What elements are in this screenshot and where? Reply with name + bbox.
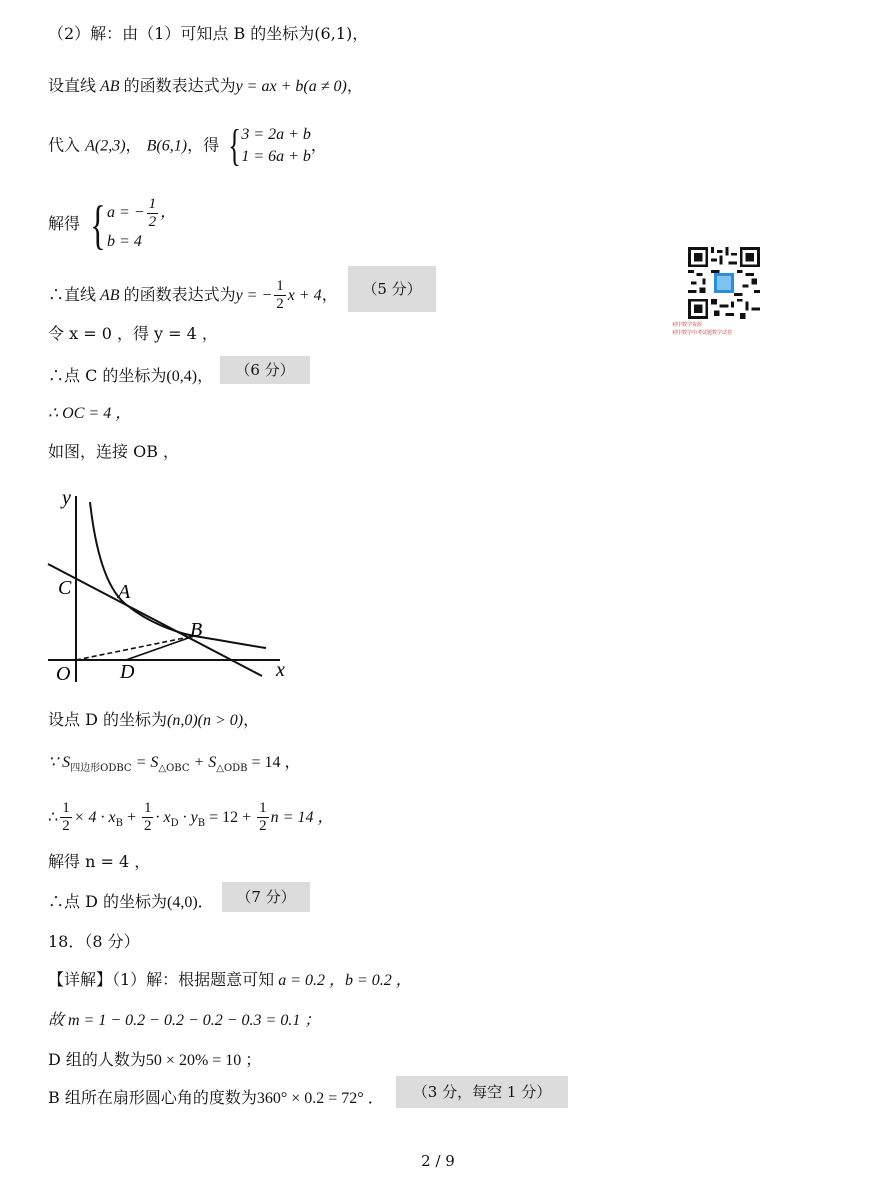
fraction: $\frac{1}{2}$ xyxy=(148,196,157,230)
fraction: $\frac{1}{2}$ xyxy=(276,278,284,312)
score-badge-3: （3 分，每空 1 分） xyxy=(396,1076,568,1108)
point-d-assume: 设点 D 的坐标为(n,0)(n > 0)， xyxy=(48,710,260,729)
let-x-zero: 令 x = 0 ，得 y = 4 ， xyxy=(48,324,218,343)
brace-icon: { xyxy=(228,121,242,170)
qr-code-icon xyxy=(688,247,760,319)
solve-result: 解得 { a = − $\frac{1}{2}$ ， b = 4 xyxy=(48,194,177,255)
point-c-coords: ∴点 C 的坐标为(0,4)， xyxy=(48,366,214,385)
function-graph xyxy=(44,486,304,686)
q18-detail: 【详解】（1）解：根据题意可知 a = 0.2 ，b = 0.2 ， xyxy=(48,970,412,989)
solution-part2-intro: （2）解：由（1）可知点 B 的坐标为(6,1)， xyxy=(48,24,369,43)
score-badge-5: （5 分） xyxy=(348,266,436,312)
qr-caption-1: 初中数学资源 xyxy=(672,322,703,328)
substitute-system: 代入 A(2,3)， B(6,1)，得 { 3 = 2a + b 1 = 6a + b ， xyxy=(48,121,327,170)
point-d-label: D xyxy=(120,661,135,683)
point-c-label: C xyxy=(58,577,72,599)
fraction: $\frac{1}{2}$ xyxy=(62,800,70,834)
q18-m-value: 故 m = 1 − 0.2 − 0.2 − 0.2 − 0.3 = 0.1 ； xyxy=(48,1012,321,1029)
point-o-label: O xyxy=(56,663,71,685)
fraction: $\frac{1}{2}$ xyxy=(259,800,267,834)
solve-n: 解得 n = 4 ， xyxy=(48,852,151,871)
point-b-label: B xyxy=(190,619,203,641)
qr-caption-2: 初中数学中考试题数学试卷 xyxy=(672,330,733,336)
score-badge-6: （6 分） xyxy=(220,356,310,384)
connect-ob: 如图，连接 OB ， xyxy=(48,442,180,461)
equation-system: 3 = 2a + b 1 = 6a + b xyxy=(241,126,311,165)
page-number: 2 / 9 xyxy=(421,1152,455,1170)
line-ab-expression: ∴直线 AB 的函数表达式为y = − $\frac{1}{2}$ x + 4， xyxy=(48,278,338,312)
area-equation: ∵ $S_{四边形ODBC} = S_{\triangle OBC} + S_{\triangle ODB} = 14$ ， xyxy=(48,754,301,775)
score-badge-7: （7 分） xyxy=(222,882,310,912)
x-axis-label: x xyxy=(276,659,285,681)
hyperbola-curve xyxy=(90,502,266,648)
fraction: $\frac{1}{2}$ xyxy=(143,800,152,834)
q18-group-d: D 组的人数为50 × 20% = 10 ； xyxy=(48,1050,262,1069)
y-axis-label: y xyxy=(62,487,71,509)
brace-icon: { xyxy=(90,194,106,255)
oc-length: ∴ OC = 4 ， xyxy=(48,405,132,422)
question-18-header: 18．（8 分） xyxy=(48,932,140,951)
point-a-label: A xyxy=(118,581,131,603)
solution-system: a = − $\frac{1}{2}$ ， b = 4 xyxy=(107,196,177,250)
q18-group-b-angle: B 组所在扇形圆心角的度数为360° × 0.2 = 72° ． xyxy=(48,1088,384,1107)
line-function-setup: 设直线 AB 的函数表达式为y = ax + b(a ≠ 0)， xyxy=(48,76,363,95)
point-d-coords: ∴点 D 的坐标为(4,0)． xyxy=(48,892,214,911)
area-calculation: ∴ $\frac{1}{2}$ × $4 \cdot x_B$ + $\frac{1}{2}$ · $x_D \cdot y_B = 12$ + $\frac{1}{2}$ n = 14 ， xyxy=(48,800,334,834)
segment-db xyxy=(126,636,194,660)
